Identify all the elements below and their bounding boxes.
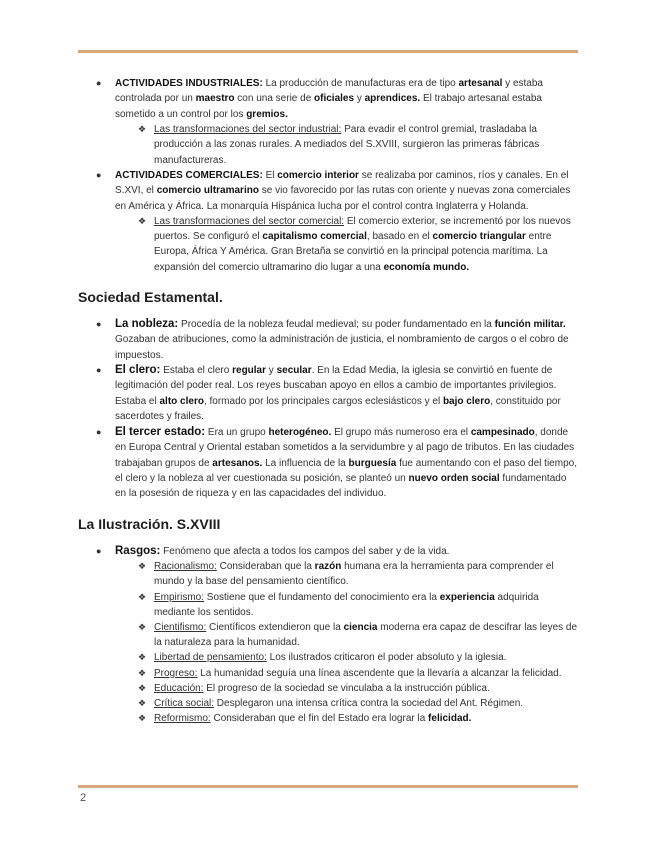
sub-item-label: Cientifismo: [154,621,207,633]
sub-item-label: Las transformaciones del sector comercial: [154,216,345,228]
bullet-icon: ● [96,365,102,376]
bullet-icon: ● [96,426,102,437]
sub-item-critica-social: ❖ Crítica social: Desplegaron una intensa crítica contra la sociedad del Ant. Régimen. [78,696,578,711]
diamond-bullet-icon: ❖ [138,713,147,724]
sub-item-label: Progreso: [154,667,198,679]
sub-item-label: Reformismo: [154,713,211,725]
diamond-bullet-icon: ❖ [138,667,147,678]
section-title-sociedad: Sociedad Estamental. [78,288,223,305]
diamond-bullet-icon: ❖ [138,682,147,693]
diamond-bullet-icon: ❖ [138,216,147,227]
list-item-nobleza: ● La nobleza: Procedía de la nobleza feudal medieval; su poder fundamentado en la función militar. Gozaban de atribuciones, como la administración de justicia, el nombramiento de cargos o el cobro de impuestos. [96,317,569,361]
top-divider [78,50,578,53]
list-item-industrial: ● ACTIVIDADES INDUSTRIALES: La producción de manufacturas era de tipo artesanal y estaba controlada por un maestro con una serie de oficiales y aprendices. El trabajo artesanal estaba sometido a un control por los gremios. [96,78,543,120]
item-heading: El tercer estado: [115,425,206,438]
diamond-bullet-icon: ❖ [138,621,147,632]
section-title-ilustracion: La Ilustración. S.XVIII [78,515,221,532]
bottom-divider [78,785,578,788]
diamond-bullet-icon: ❖ [138,561,147,572]
sub-item-label: Educación: [154,682,204,694]
sub-item-commercial: ❖ Las transformaciones del sector comercial: El comercio exterior, se incrementó por los nuevos puertos. Se configuró el capitalismo comercial, basado en el comercio triangular entre Europa, África Y América. Gran Bretaña se convirtió en la principal potencia marítima. La expansión del comercio ultramarino dio lugar a una economía mundo. [138,216,571,273]
diamond-bullet-icon: ❖ [138,652,147,663]
sub-item-educacion: ❖ Educación: El progreso de la sociedad se vinculaba a la instrucción pública. [78,681,578,696]
sub-item-cientifismo: ❖ Cientifismo: Científicos extendieron que la ciencia moderna era capaz de descifrar las leyes de la naturaleza para la humanidad. [138,621,578,649]
diamond-bullet-icon: ❖ [138,591,147,602]
sub-item-label: Racionalismo: [154,561,217,573]
item-heading: El clero: [115,364,161,377]
sub-item-empirismo: ❖ Empirismo: Sostiene que el fundamento del conocimiento era la experiencia adquirida mediante los sentidos. [138,591,539,618]
list-item-tercer-estado: ● El tercer estado: Era un grupo heterogéneo. El grupo más numeroso era el campesinado, donde en Europa Central y Oriental estaban sometidos a la servidumbre y al pago de tributos. En las ciudades trabajaban grupos de artesanos. La influencia de la burguesía fue aumentando con el paso del tiempo, el clero y la nobleza al ver cuestionada su posición, se planteó un nuevo orden social fundamentado en la posesión de riqueza y en las capacidades del individuo. [96,425,577,500]
sub-item-racionalismo: ❖ Racionalismo: Consideraban que la razón humana era la herramienta para comprender el mundo y la base del pensamiento científico. [138,561,554,588]
sub-item-reformismo: ❖ Reformismo: Consideraban que el fin del Estado era lograr la felicidad. [78,711,578,726]
sub-item-label: Libertad de pensamiento: [154,652,267,664]
document-body [78,62,578,726]
sub-item-industrial: ❖ Las transformaciones del sector industrial: Para evadir el control gremial, trasladaba la producción a las zonas rurales. A mediados del S.XVIII, surgieron las primeras fábricas manufactureras. [138,124,540,166]
sub-item-label: Crítica social: [154,697,215,709]
diamond-bullet-icon: ❖ [138,697,147,708]
page-number: 2 [80,792,87,804]
item-heading: ACTIVIDADES COMERCIALES: [115,169,263,181]
item-heading: Rasgos: [115,544,161,557]
sub-item-libertad: ❖ Libertad de pensamiento: Los ilustrados criticaron el poder absoluto y la iglesia. [78,650,578,665]
sub-item-label: Empirismo: [154,591,205,603]
list-item-commercial: ● ACTIVIDADES COMERCIALES: El comercio interior se realizaba por caminos, ríos y canales. En el S.XVI, el comercio ultramarino se vio favorecido por las rutas con oriente y nuevas zona comerciales en América y África. La monarquía Hispánica lucha por el control contra Inglaterra y Holanda. [96,169,571,212]
item-heading: La nobleza: [115,317,179,330]
bullet-icon: ● [96,318,102,329]
bullet-icon: ● [96,545,102,556]
sub-item-label: Las transformaciones del sector industrial: [154,124,342,136]
diamond-bullet-icon: ❖ [138,124,147,135]
bullet-icon: ● [96,78,102,88]
sub-item-progreso: ❖ Progreso: La humanidad seguía una línea ascendente que la llevaría a alcanzar la felicidad. [78,666,578,681]
list-item-clero: ● El clero: Estaba el clero regular y secular. En la Edad Media, la iglesia se convirtió en fuente de legitimación del poder real. Los reyes buscaban apoyo en ellos a cambio de importantes privilegios. Estaba el alto clero, formado por los principales cargos eclesiásticos y el bajo clero, constituido por sacerdotes y frailes. [96,364,561,423]
bullet-icon: ● [96,169,102,180]
list-item-rasgos: ● Rasgos: Fenómeno que afecta a todos los campos del saber y de la vida. [78,544,578,559]
item-heading: ACTIVIDADES INDUSTRIALES: [115,78,263,89]
